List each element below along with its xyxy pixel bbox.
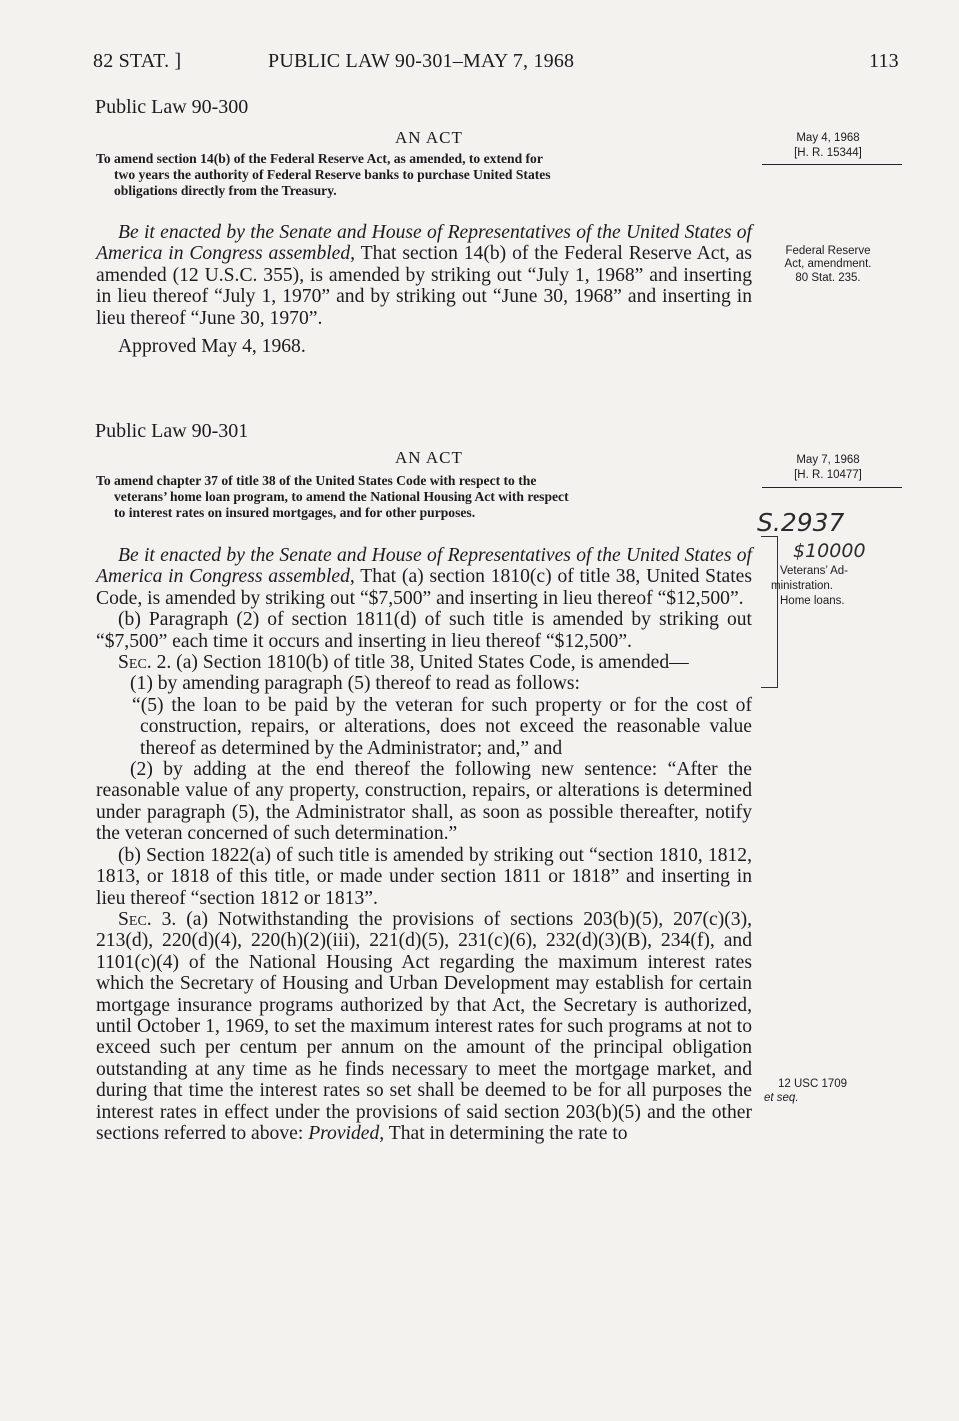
page-number: 113: [869, 50, 899, 72]
law-2-margin-date: May 7, 1968: [796, 454, 860, 466]
law-2-purpose: [96, 473, 754, 521]
law-2-margin-note: Home loans.: [780, 595, 845, 607]
law-1-title: Public Law 90-300: [95, 96, 249, 118]
section-text: (a) Notwithstanding the provisions of sections 203(b)(5), 207(c)(3), 213(d), 220(d)(4), 220(h)(2)(iii), 221(d)(5), 231(c)(6), 232(d)(3)(B), 234(f), and 1101(c)(4) of the National Housing Act regarding the maximum interest rates which the Secretary of Housing and Urban Development may establish for certain mortgage insurance programs authorized by that Act, the Secretary is authorized, until October 1, 1969, to set the maximum interest rates for such programs at not to exceed such per centum per annum on the amount of the principal obligation outstanding at any time as he finds necessary to meet the mortgage market, and during that time the interest rates so set shall be deemed to be for all purposes the interest rates in effect under the provisions of said section 203(b)(5) and the other sections referred to above:: [96, 908, 752, 1144]
enacting-formula: Be it enacted by the Senate and House of Representatives of the United States of America in Congress assembled,: [96, 222, 752, 265]
section-text: (a) Section 1810(b) of title 38, United States Code, is amended—: [171, 652, 689, 674]
law-1-act-label: AN ACT: [395, 128, 463, 147]
law-2-margin-note: ministration.: [771, 580, 833, 592]
section-label: Sec. 3.: [118, 908, 177, 930]
law-2-act-label: AN ACT: [395, 448, 463, 467]
law-2-body: [96, 545, 752, 1144]
law-2-margin-note: 12 USC 1709: [778, 1078, 848, 1090]
law-2-purpose-line: to interest rates on insured mortgages, and for other purposes.: [114, 505, 476, 520]
item-2: (2) by adding at the end thereof the following new sentence: “After the reasonable value of any property, construction, repairs, or alterations is determined under paragraph (5), the Administrator shall, as soon as possible thereafter, notify the veteran concerned of such determination.”: [96, 759, 752, 845]
law-1-purpose: [96, 151, 754, 199]
section-3: [96, 909, 752, 1144]
enacting-text: That section 14(b) of the Federal Reserve Act, as amended (12 U.S.C. 355), is amended by striking out “July 1, 1968” and inserting in lieu thereof “July 1, 1970” and by striking out “June 30, 1968” and inserting in lieu thereof “June 30, 1970”.: [96, 243, 752, 329]
item-1-quote: “(5) the loan to be paid by the veteran for such property or for the cost of construction, repairs, or alterations, does not exceed the reasonable value thereof as determined by the Administrator; and,” and: [132, 694, 752, 759]
law-1-margin-note: 80 Stat. 235.: [795, 272, 861, 284]
law-2-title: Public Law 90-301: [95, 420, 249, 442]
running-header-volume: 82 STAT. ]: [93, 50, 182, 72]
law-2-purpose-line: veterans’ home loan program, to amend the National Housing Act with respect: [114, 489, 569, 504]
law-2-margin-rule: [762, 487, 902, 488]
section-2-b: (b) Section 1822(a) of such title is amended by striking out “section 1810, 1812, 1813, or 1818 of this title, or made under section 1811 or 1818” and inserting in lieu thereof “section 1812 or 1813”.: [96, 844, 752, 909]
law-2-purpose-line: To amend chapter 37 of title 38 of the United States Code with respect to the: [96, 473, 537, 488]
section-text-end: That in determining the rate to: [384, 1122, 628, 1144]
law-1-purpose-line: To amend section 14(b) of the Federal Reserve Act, as amended, to extend for: [96, 151, 543, 166]
law-1-approved: Approved May 4, 1968.: [118, 336, 306, 358]
law-1-enacting-clause: [96, 222, 752, 329]
law-1-margin-note: Act, amendment.: [784, 258, 872, 270]
running-header-title: PUBLIC LAW 90-301–MAY 7, 1968: [268, 50, 575, 72]
item-1: (1) by amending paragraph (5) thereof to read as follows:: [130, 673, 580, 695]
handwritten-amount: $10000: [793, 540, 866, 562]
law-1-margin-bill: [H. R. 15344]: [794, 147, 862, 159]
provided-clause: Provided,: [308, 1122, 385, 1144]
handwritten-senate-bill: S.2937: [757, 508, 845, 537]
enacting-text: That (a) section 1810(c) of title 38, United States Code, is amended by striking out “$7,500” and inserting in lieu thereof “$12,500”.: [96, 566, 752, 609]
law-2-margin-note: et seq.: [764, 1092, 799, 1104]
law-2-margin-note: Veterans’ Ad-: [780, 565, 848, 577]
enacting-formula: Be it enacted by the Senate and House of Representatives of the United States of America in Congress assembled,: [96, 545, 752, 588]
handwritten-bracket: [761, 536, 778, 688]
section-label: Sec. 2.: [118, 652, 172, 674]
law-1-margin-date: May 4, 1968: [796, 132, 860, 144]
law-1-margin-note: Federal Reserve: [785, 245, 871, 257]
law-2-margin-bill: [H. R. 10477]: [794, 469, 862, 481]
law-1-margin-rule: [762, 164, 902, 165]
law-2-enacting-clause: [96, 545, 752, 609]
law-1-body: [96, 222, 752, 357]
law-1-purpose-line: obligations directly from the Treasury.: [114, 183, 337, 198]
law-1-purpose-line: two years the authority of Federal Reserve banks to purchase United States: [114, 167, 551, 182]
paragraph-b: (b) Paragraph (2) of section 1811(d) of such title is amended by striking out “$7,500” each time it occurs and inserting in lieu thereof “$12,500”.: [96, 609, 752, 652]
section-2: [96, 652, 752, 673]
